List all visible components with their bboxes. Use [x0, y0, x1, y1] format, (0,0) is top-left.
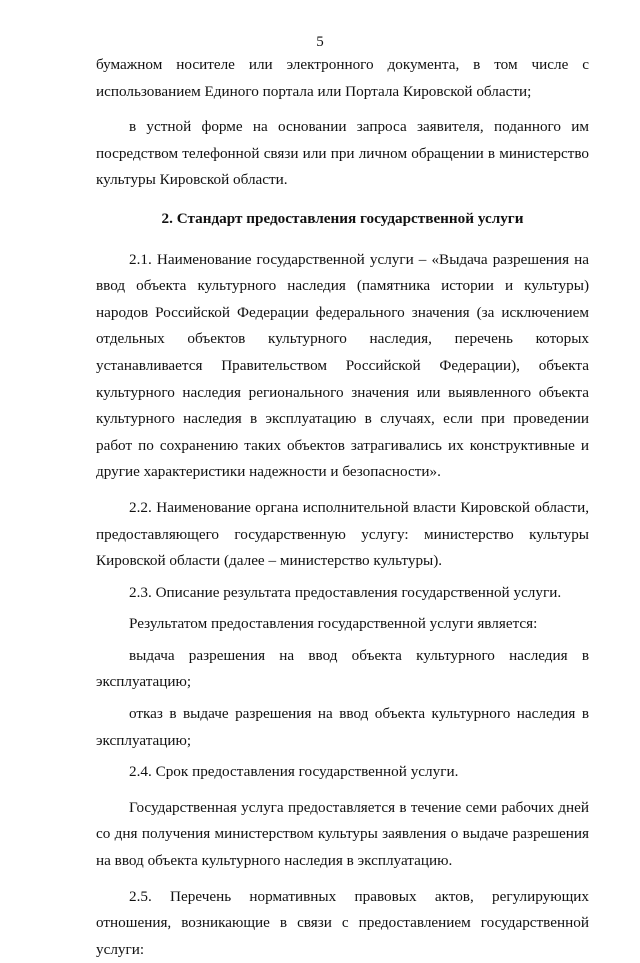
- paragraph-2-3-result: Результатом предоставления государственной услуги является:: [129, 615, 538, 633]
- paragraph-oral-form: в устной форме на основании запроса заявителя, поданного им посредством телефонной связи или при личном обращении в министерство культуры Кировской области.: [96, 118, 589, 189]
- page-number: 5: [316, 34, 324, 50]
- paragraph-2-3-refusal: отказ в выдаче разрешения на ввод объекта культурного наследия в эксплуатацию;: [96, 705, 589, 749]
- paragraph-2-2: 2.2. Наименование органа исполнительной власти Кировской области, предоставляющего государственную услугу: министерство культуры Кировской области (далее – министерство культуры).: [96, 498, 589, 570]
- section-heading: 2. Стандарт предоставления государственной услуги: [161, 209, 524, 227]
- paragraph-continuation: бумажном носителе или электронного документа, в том числе с использованием Единого портала или Портала Кировской области;: [96, 56, 589, 100]
- document-body: [96, 52, 589, 963]
- paragraph-2-4-term: Государственная услуга предоставляется в течение семи рабочих дней со дня получения министерством культуры заявления о выдаче разрешения на ввод объекта культурного наследия в эксплуатацию.: [96, 798, 589, 870]
- paragraph-2-1: 2.1. Наименование государственной услуги – «Выдача разрешения на ввод объекта культурного наследия (памятника истории и культуры) народов Российской Федерации федерального значения (за исключением отдельных объектов культурного наследия, перечень которых устанавливается Правительством Российской Федерации), объекта культурного наследия регионального значения или выявленного объекта культурного наследия в эксплуатацию в случаях, если при проведении работ по сохранению таких объектов затрагивались их конструктивные и другие характеристики надежности и безопасности».: [96, 250, 589, 481]
- paragraph-2-3: 2.3. Описание результата предоставления государственной услуги.: [129, 583, 562, 601]
- paragraph-2-3-issue: выдача разрешения на ввод объекта культурного наследия в эксплуатацию;: [96, 646, 589, 691]
- paragraph-2-4: 2.4. Срок предоставления государственной услуги.: [129, 763, 459, 781]
- paragraph-2-5: 2.5. Перечень нормативных правовых актов, регулирующих отношения, возникающие в связи с предоставлением государственной услуги:: [96, 887, 589, 958]
